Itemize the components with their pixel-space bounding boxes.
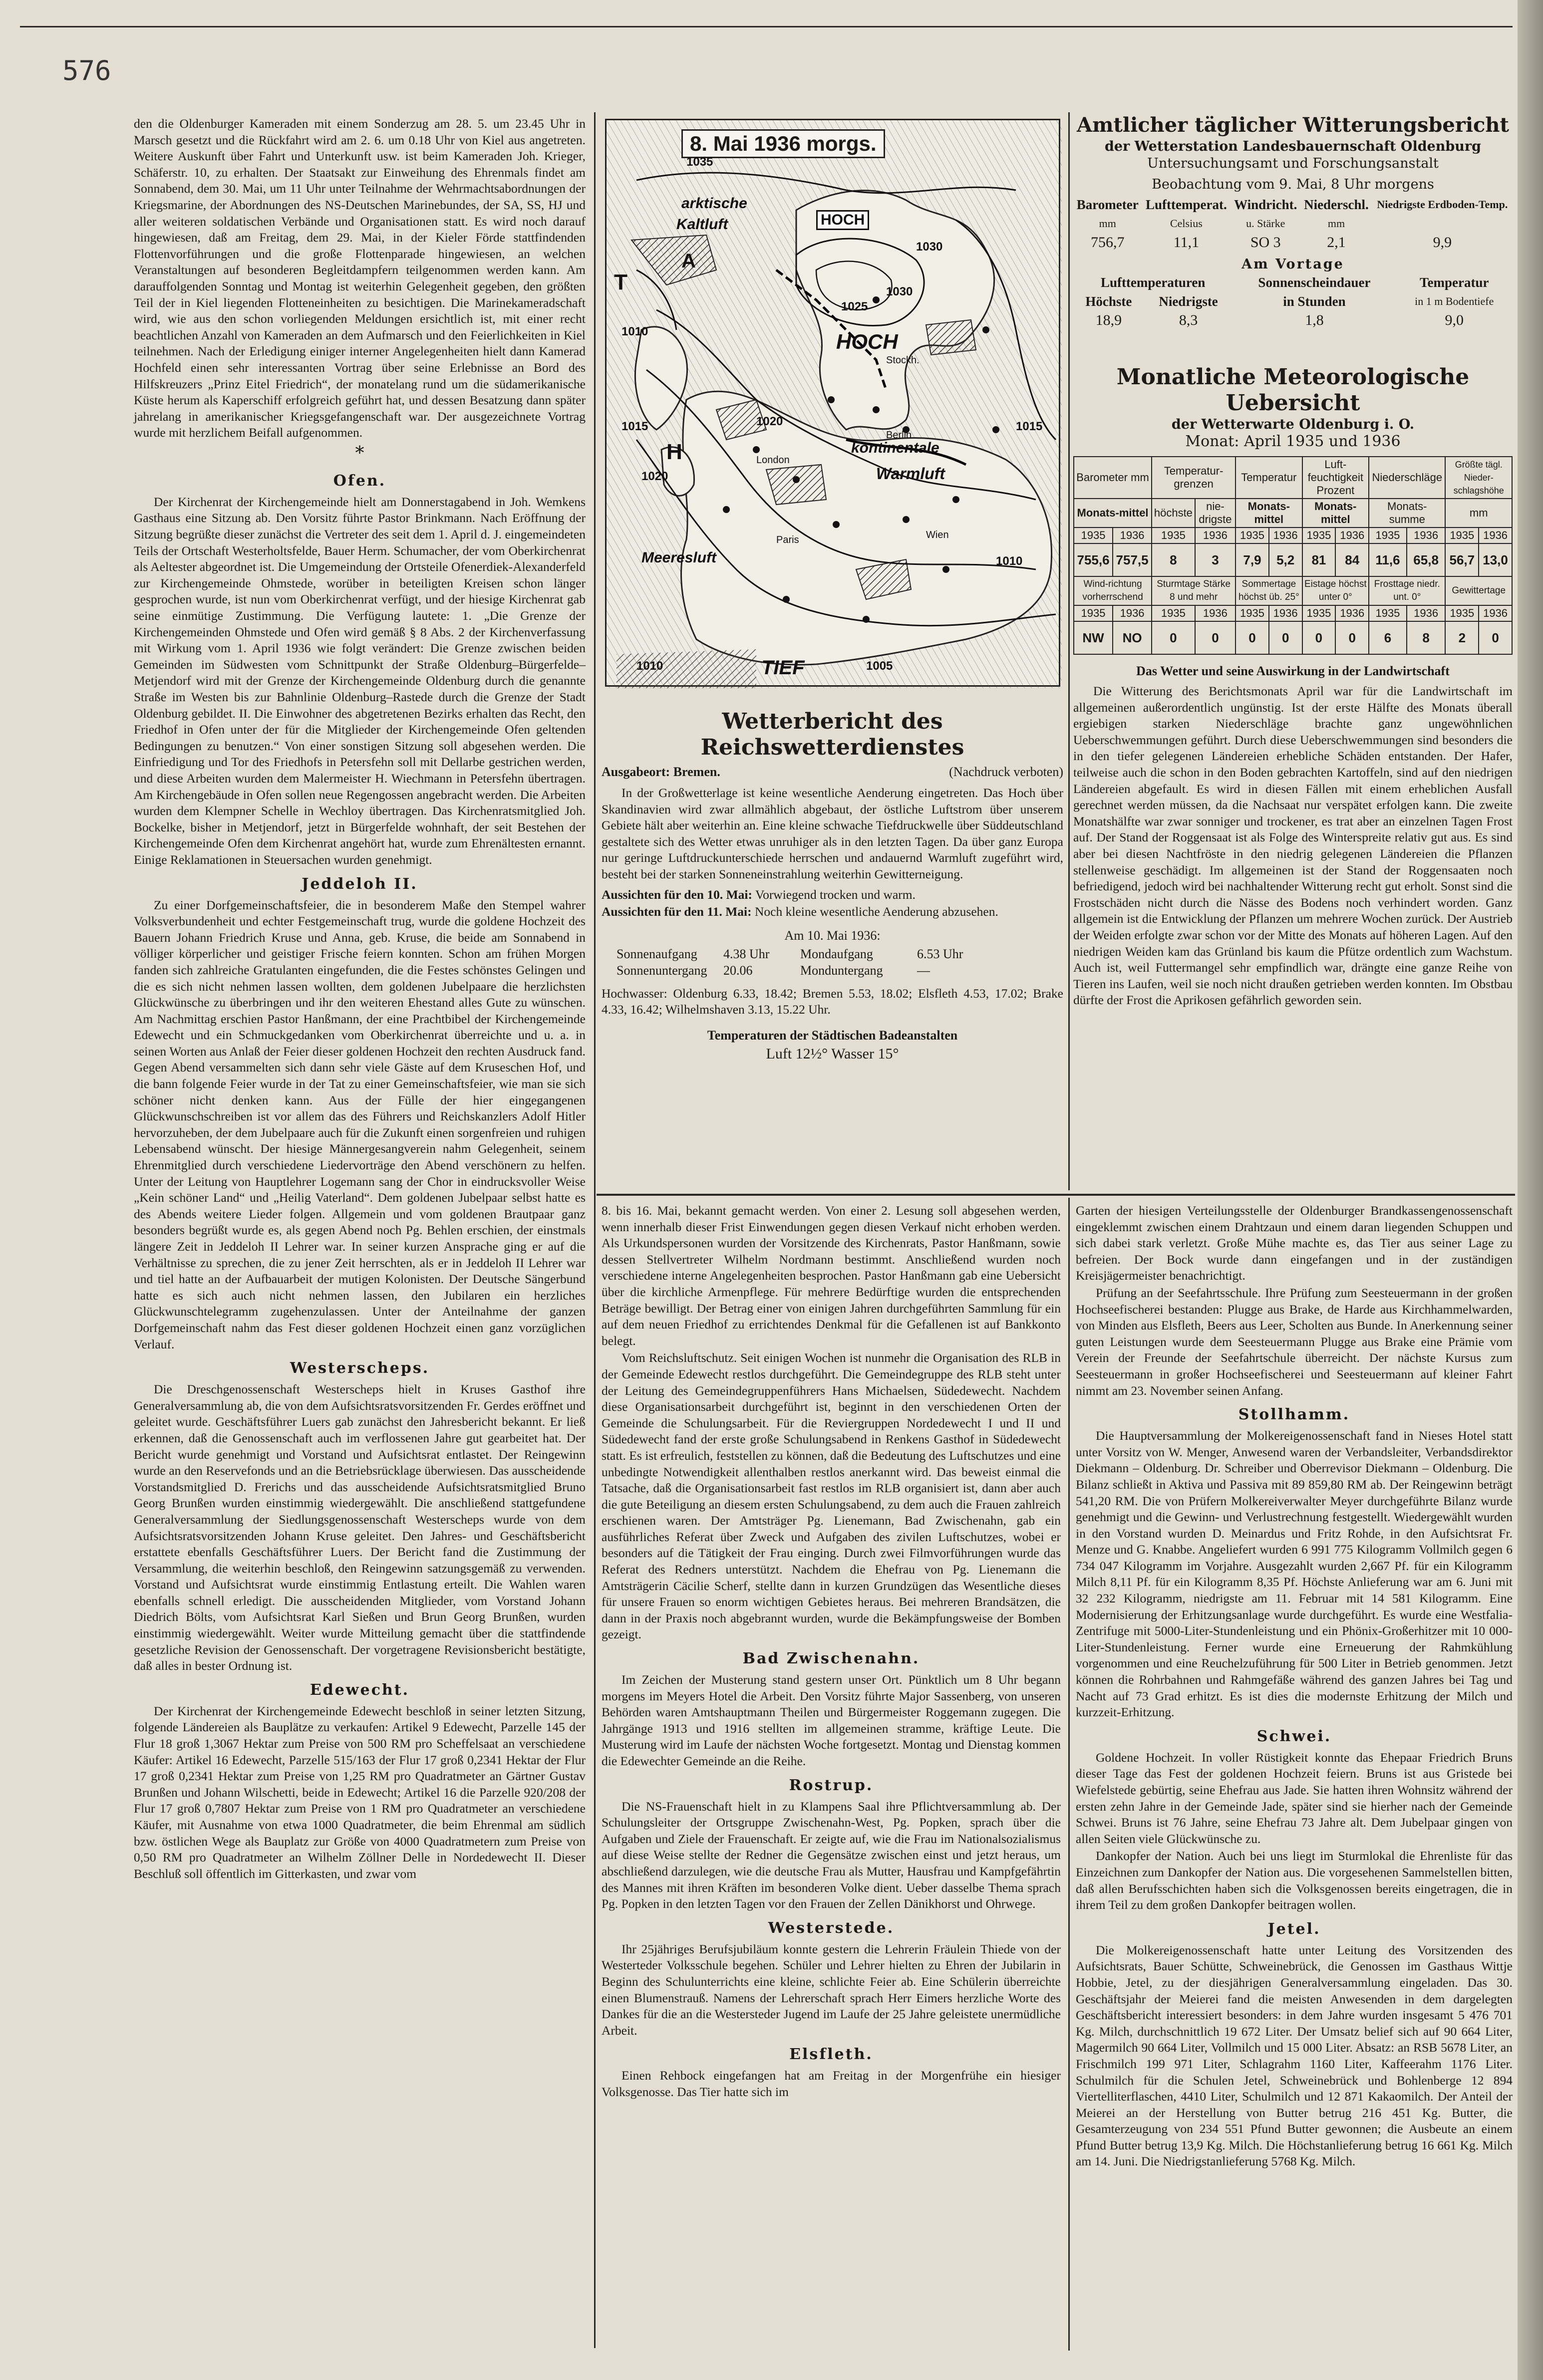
obs-unit: Celsius <box>1170 217 1203 230</box>
column-rule-bottom <box>1068 1198 1070 2351</box>
moonrise-value: 6.53 Uhr <box>917 946 963 961</box>
year-cell: 1936 <box>1335 605 1369 621</box>
year-cell: 1935 <box>1074 528 1113 543</box>
weather-report-meta <box>602 764 1063 780</box>
heading-elsfleth: Elsfleth. <box>789 2046 873 2064</box>
col-header: Barometer mm <box>1074 457 1152 499</box>
value-cell: 755,6 <box>1074 543 1113 576</box>
monthly-weather-overview <box>1073 364 1513 1193</box>
col-header: Temperatur <box>1235 457 1302 499</box>
map-label-h: H <box>666 440 682 464</box>
article-edewecht: Der Kirchenrat der Kirchengemeinde Edewecht beschloß in seiner letzten Sitzung, folgende Ländereien als Bauplätze zu verkaufen: Artikel 9 Edewecht, Parzelle 145 der Flur 18 groß 1,3067 Hektar zum Preise von 500 RM pro Scheffelsaat an verschiedene Käufer: Artikel 16 Edewecht, Parzelle 515/163 der Flur 17 groß 0,2341 Hektar der Flur 17 groß 0,2341 Hektar zum Preise von 1,25 RM pro Quadratmeter an Gärtner Gustav Brunßen und Johann Wilschetti, beide in Edewecht; Artikel 16 die Parzelle 920/208 der Flur 17 groß 0,7807 Hektar zum Preise von 1 RM pro Quadratmeter an verschiedene Käufer, mit Ausnahme von etwa 1000 Quadratmeter, die beim Ehrenmal am südlich bzw. östlichen Wege als Bauplatz zur Größe von 4000 Quadratmetern zum Preise von 0,50 RM pro Quadratmeter an Wilhelm Zöllner Delle in Nordedewecht II. Dieser Beschluß soll öffentlich im Gitterkasten, und zwar vom <box>134 1703 586 1881</box>
obs-unit: mm <box>1099 217 1116 230</box>
year-cell: 1935 <box>1369 605 1407 621</box>
isobar-label: 1010 <box>636 659 663 673</box>
isobar-label: 1010 <box>996 554 1023 568</box>
isobar-label: 1030 <box>886 285 913 298</box>
moonset-value: — <box>917 963 930 978</box>
value-cell: 5,2 <box>1269 543 1302 576</box>
col-subheader: höchste <box>1152 499 1195 528</box>
monthly-subtitle: der Wetterwarte Oldenburg i. O. <box>1171 417 1415 432</box>
daily-report-title: Amtlicher täglicher Witterungsbericht <box>1077 113 1509 137</box>
value-cell: 757,5 <box>1113 543 1152 576</box>
obs-value: 756,7 <box>1090 234 1125 251</box>
obs-value: 2,1 <box>1327 234 1346 251</box>
weather-map-drawing <box>607 120 1062 688</box>
value-cell: 0 <box>1152 621 1195 654</box>
heading-schwei: Schwei. <box>1256 1727 1332 1745</box>
map-label-paris: Paris <box>776 534 799 545</box>
year-cell: 1936 <box>1269 605 1302 621</box>
section-star: * <box>355 443 364 464</box>
map-label-tief: TIEF <box>761 657 805 679</box>
weather-report-text: In der Großwetterlage ist keine wesentliche Aenderung eingetreten. Das Hoch über Skandinavien wird zwar allmählich abgebaut, der östliche Luftstrom über unserem Gebiete hält aber weiterhin an. Eine kleine schwache Tiefdruckwelle über Süddeutschland gestaltete sich des Wetter etwas unruhiger als in den letzten Tagen. Da über ganz Europa nur geringe Luftdruckunterschiede herrschen und andauernd Warmluft zugeführt wird, besteht bei der starken Sonneneinstrahlung weiterhin Gewitterneigung. <box>602 786 1063 881</box>
map-label-a: A <box>681 250 696 272</box>
sunset-value: 20.06 <box>723 963 753 978</box>
weather-report-title: Wetterbericht des Reichswetterdienstes <box>700 709 964 760</box>
astro-date: Am 10. Mai 1936: <box>784 928 881 943</box>
article-jubilaeum: Ihr 25jähriges Berufsjubiläum konnte gestern die Lehrerin Fräulein Thiede von der Westerteder Volksschule begehen. Schüler und Lehrer hielten zu Ehren der Jubilarin in Beginn des Schulunterrichts eine kleine, schlichte Feier ab. Eine Schülerin überreichte einen Blumenstrauß. Namens der Lehrerschaft sprach Herr Eimers herzliche Worte des Dankes für die an die Westersteder Jugend im Laufe der 25 Jahre geleistete unermüdliche Arbeit. <box>602 1941 1061 2038</box>
col-header: Gewittertage <box>1445 576 1512 605</box>
temp-min-label: Niedrigste <box>1159 294 1218 309</box>
baths-title: Temperaturen der Städtischen Badeanstalten <box>707 1028 958 1043</box>
article-rehbock-continued: Garten der hiesigen Verteilungsstelle der Oldenburger Brandkassengenossenschaft eingeklemmt zwischen einem Drahtzaun und einem daran liegenden Schuppen und sich dabei stark verletzt. Große Mühe machte es, das Tier aus seiner Lage zu befreien. Der Bock wurde dann eingefangen und in der zuständigen Kreisjägermeister benachrichtigt. <box>1076 1203 1513 1283</box>
value-cell: 0 <box>1269 621 1302 654</box>
article-musterung: Im Zeichen der Musterung stand gestern unser Ort. Pünktlich um 8 Uhr begann morgens im Meyers Hotel die Arbeit. Den Vorsitz führte Major Sassenberg, von unseren Behörden waren Amtshauptmann Theilen und Bürgermeister Roggemann zugegen. Die Jahrgänge 1913 und 1916 stellten im allgemeinen stramme, kräftige Leute. Die Musterung wird im Laufe der nächsten Woche fortgesetzt. Montag und Dienstag kommen die Edewechter Gemeinde an die Reihe. <box>602 1672 1061 1768</box>
heading-rostrup: Rostrup. <box>789 1776 874 1794</box>
year-cell: 1936 <box>1113 528 1152 543</box>
map-label-kaltluft: Kaltluft <box>676 216 728 233</box>
section-rule <box>597 1194 1515 1196</box>
isobar-label: 1005 <box>866 659 893 673</box>
weather-map <box>605 119 1060 687</box>
map-label-berlin: Berlin <box>886 430 912 441</box>
map-label-hoch-north: HOCH <box>816 210 869 230</box>
moonrise-label: Mondaufgang <box>800 946 873 961</box>
article-rehbock: Einen Rehbock eingefangen hat am Freitag in der Morgenfrühe ein hiesiger Volksgenosse. Das Tier hatte sich im <box>602 2068 1061 2099</box>
tide-times: Hochwasser: Oldenburg 6.33, 18.42; Bremen 5.53, 18.02; Elsfleth 4.53, 17.02; Brake 4.33, 16.42; Wilhelmshaven 3.13, 15.22 Uhr. <box>602 986 1063 1017</box>
outlook-2-label: Aussichten für den 11. Mai: <box>602 904 752 919</box>
soil-value: 9,0 <box>1445 312 1464 328</box>
monthly-month: Monat: April 1935 und 1936 <box>1185 433 1401 450</box>
isobar-label: 1015 <box>1016 420 1043 433</box>
col-header: Wind-richtung vorherrschend <box>1074 576 1152 605</box>
map-title: 8. Mai 1936 morgs. <box>681 129 885 158</box>
sunrise-label: Sonnenaufgang <box>617 946 697 961</box>
col-header: Größte tägl. Nieder-schlagshöhe <box>1445 457 1512 499</box>
year-cell: 1935 <box>1445 605 1479 621</box>
map-label-stockholm: Stockh. <box>886 355 920 366</box>
value-cell: 0 <box>1235 621 1269 654</box>
obs-header: Windricht. <box>1234 197 1297 212</box>
map-label-london: London <box>756 455 790 466</box>
left-column <box>134 116 586 2347</box>
value-cell: 2 <box>1445 621 1479 654</box>
value-cell: 81 <box>1302 543 1336 576</box>
value-cell: 0 <box>1479 621 1512 654</box>
map-label-warmluft: Warmluft <box>876 465 945 483</box>
column-rule-mid <box>1068 112 1070 1190</box>
year-cell: 1936 <box>1479 528 1512 543</box>
obs-value: SO 3 <box>1250 234 1281 251</box>
heading-stollhamm: Stollhamm. <box>1238 1406 1350 1424</box>
value-cell: NO <box>1113 621 1152 654</box>
heading-edewecht: Edewecht. <box>309 1681 410 1699</box>
col-header: Luft-feuchtigkeit Prozent <box>1302 457 1369 499</box>
year-cell: 1935 <box>1369 528 1407 543</box>
article-marine-paragraph: den die Oldenburger Kameraden mit einem Sonderzug am 28. 5. um 23.45 Uhr in Marsch gesetzt und die Rückfahrt wird am 2. 6. um 0.18 Uhr von Kiel aus angetreten. Weitere Auskunft über Fahrt und Unterkunft usw. ist beim Kameraden Joh. Krieger, Schäferstr. 10, zu erhalten. Der Staatsakt zur Einweihung des Ehrenmals findet am Sonnabend, dem 30. Mai, um 11 Uhr unter Teilnahme der Wehrmachtsabordnungen der Kriegsmarine, der Abordnungen des NS-Deutschen Marinebundes, der SA, SS, HJ und aller weiteren soldatischen Verbände und Organisationen statt. Es wird noch darauf hingewiesen, daß am Freitag, dem 29. Mai, in der Kieler Förde stattfindenden Flottenvorführungen und die große Flottenparade hingewiesen, an welchen Veranstaltungen auf besonderen Begleitdampfern teilgenommen werden kann. Am darauffolgenden Sonntag und Montag ist weiterhin Gelegenheit gegeben, den größten Teil der in Kiel liegenden Flotteneinheiten zu besichtigen. Die Marinekameradschaft wird, wie aus den schon vorliegenden Meldungen ersichtlich ist, mit einer recht beachtlichen Anzahl von Kameraden an dem Aufmarsch und den Feierlichkeiten in Kiel teilnehmen. Nach der Erledigung einiger interner Angelegenheiten hielt dann Kamerad Hochfeld einen sehr interessanten Vortrag über seine Erlebnisse an Bord des Hilfskreuzers „Prinz Eitel Friedrich“, der monatelang rund um die südamerikanische Küste herum als Kaperschiff erfolgreich geführt hat, und dessen Besatzung dann später jahrelang in amerikanischer Kriegsgefangenschaft war. Der ausgezeichnete Vortrag wurde mit herzlichem Beifall aufgenommen. <box>134 116 586 440</box>
col-header: Sturmtage Stärke 8 und mehr <box>1152 576 1235 605</box>
previous-day-table <box>1073 273 1513 330</box>
soil-header: Temperatur <box>1420 275 1489 290</box>
value-cell: 6 <box>1369 621 1407 654</box>
baths-values: Luft 12½° Wasser 15° <box>766 1045 899 1062</box>
map-label-wien: Wien <box>926 529 949 540</box>
sun-value: 1,8 <box>1305 312 1324 328</box>
year-cell: 1935 <box>1302 528 1336 543</box>
weather-report-reprint: (Nachdruck verboten) <box>949 765 1063 779</box>
map-label-kontinentale: kontinentale <box>851 440 939 456</box>
col-subheader: Monats-mittel <box>1302 499 1369 528</box>
article-frauenschaft: Die NS-Frauenschaft hielt in zu Klampens Saal ihre Pflichtversammlung ab. Der Schulungsleiter der Ortsgruppe Zwischenahn-West, Pg. Popken, sprach über die Aufgaben und Ziele der Frauenschaft. Er zeigte auf, wie die Frau im Nationalsozialismus auf diese Weise stellte der Redner die Gegensätze zwischen einst und jetzt heraus, um abschließend darzulegen, wie die deutsche Frau als Mutter, Hausfrau und Kampfgefährtin des Mannes mit ihren Kräften im besonderen Volke dient. Ueber dasselbe Thema sprach Pg. Popken in den letzten Tagen vor den Frauen der Zellen Dänikhorst und Ohrwege. <box>602 1799 1061 1911</box>
heading-jeddeloh: Jeddeloh II. <box>302 875 418 893</box>
value-cell: 0 <box>1195 621 1235 654</box>
daily-report-subtitle-2: Untersuchungsamt und Forschungsanstalt <box>1147 156 1439 171</box>
article-seefahrtschule: Prüfung an der Seefahrtsschule. Ihre Prüfung zum Seesteuermann in der großen Hochseefischerei bestanden: Plugge aus Brake, de Harde aus Kirchhammelwarden, von Minden aus Elsfleth, Beers aus Leer, Scholten aus Bunde. In Anerkennung seiner guten Leistungen wurde dem Seesteuermann Plugge aus Brake eine Prämie vom Verein der Freunde der Seefahrtschule überreicht. Der nächste Kursus zum Seesteuermann in großer Hochseefischerei und Seesteuermann auf kleiner Fahrt nimmt am 23. November seinen Anfang. <box>1076 1285 1513 1398</box>
col-subheader: nie-drigste <box>1195 499 1235 528</box>
year-cell: 1935 <box>1235 605 1269 621</box>
value-cell: 7,9 <box>1235 543 1269 576</box>
monthly-title: Monatliche Meteorologische Uebersicht <box>1116 364 1470 416</box>
article-dankopfer: Dankopfer der Nation. Auch bei uns liegt im Sturmlokal die Ehrenliste für das Einzeichnen zum Dankopfer der Nation aus. Die vorgesehenen Sammelstellen bitten, daß allen Berufsschichten haben sich die Volksgenossen bereits eingetragen, die in ihrem Teil zu dem großen Dankopfer beitragen wollen. <box>1076 1849 1513 1912</box>
scan-edge <box>1518 0 1543 2380</box>
isobar-label: 1025 <box>841 300 868 313</box>
value-cell: 13,0 <box>1479 543 1512 576</box>
moonset-label: Monduntergang <box>800 963 883 978</box>
sunrise-value: 4.38 Uhr <box>723 946 770 961</box>
year-cell: 1935 <box>1302 605 1336 621</box>
sun-unit: in Stunden <box>1283 294 1346 309</box>
value-cell: 8 <box>1407 621 1446 654</box>
heading-bad-zwischenahn: Bad Zwischenahn. <box>742 1650 920 1668</box>
sun-header: Sonnenscheindauer <box>1258 275 1371 290</box>
year-cell: 1936 <box>1407 528 1446 543</box>
year-cell: 1936 <box>1113 605 1152 621</box>
daily-weather-report <box>1073 112 1513 362</box>
isobar-label: 1020 <box>756 415 783 428</box>
year-cell: 1935 <box>1074 605 1113 621</box>
weather-outlook-1 <box>602 887 1063 903</box>
obs-value: 11,1 <box>1173 234 1200 251</box>
col-header: Sommertage höchst üb. 25° <box>1235 576 1302 605</box>
monthly-table <box>1073 456 1513 655</box>
isobar-label: 1035 <box>686 155 713 169</box>
col-subheader: Monats-mittel <box>1074 499 1152 528</box>
temp-header: Lufttemperaturen <box>1100 275 1206 290</box>
col-header: Frosttage niedr. unt. 0° <box>1369 576 1445 605</box>
temp-max-value: 18,9 <box>1095 312 1122 328</box>
year-cell: 1935 <box>1235 528 1269 543</box>
isobar-label: 1020 <box>641 470 668 483</box>
heading-ofen: Ofen. <box>333 472 386 490</box>
bottom-middle-column <box>602 1203 1061 2351</box>
outlook-1-text: Vorwiegend trocken und warm. <box>755 887 916 902</box>
obs-unit: u. Stärke <box>1246 217 1285 230</box>
temp-max-label: Höchste <box>1085 294 1132 309</box>
col-header: Eistage höchst unter 0° <box>1302 576 1369 605</box>
previous-day-label: Am Vortage <box>1241 257 1344 272</box>
page-number: 576 <box>62 55 111 86</box>
heading-jetel: Jetel. <box>1267 1920 1321 1938</box>
obs-header: Niederschl. <box>1304 197 1369 212</box>
article-goldene-hochzeit: Goldene Hochzeit. In voller Rüstigkeit konnte das Ehepaar Friedrich Bruns dieser Tage das Fest der goldenen Hochzeit feiern. Bruns ist aus Gristede bei Wiefelstede gebürtig, seine Ehefrau aus Jade. Sie hatten ihren Wohnsitz während der ersten zehn Jahre in der Gemeinde Jade, später sind sie hierher nach der Gemeinde Schwei. Bruns ist 76 Jahre, seine Ehefrau 73 Jahre alt. Dem Jubelpaar gingen von allen Seiten viele Glückwünsche zu. <box>1076 1750 1513 1846</box>
daily-observation-table <box>1073 195 1513 252</box>
daily-report-subtitle-1: der Wetterstation Landesbauernschaft Oldenburg <box>1105 139 1481 154</box>
year-cell: 1935 <box>1152 528 1195 543</box>
year-cell: 1936 <box>1335 528 1369 543</box>
year-cell: 1936 <box>1195 605 1235 621</box>
year-cell: 1936 <box>1479 605 1512 621</box>
value-cell: 65,8 <box>1407 543 1446 576</box>
astro-table <box>617 946 1063 979</box>
year-cell: 1935 <box>1152 605 1195 621</box>
article-jeddeloh: Zu einer Dorfgemeinschaftsfeier, die in besonderem Maße den Stempel wahrer Volksverbundenheit und echter Festgemeinschaft trug, wurde die goldene Hochzeit des Bauern Johann Friedrich Kruse und Anna, geb. Kruse, die beide am Sonnabend in völliger körperlicher und geistiger Frische feiern konnten. Schon am frühen Morgen fanden sich zahlreiche Gratulanten eingefunden, die die Festes schönstes Gelingen und die es sich nicht nehmen lassen wollten, dem goldenen Jubelpaare die herzlichsten Glückwünsche zu überbringen und ihr den weiteren Ehestand alles Gute zu wünschen. Am Nachmittag erschien Pastor Hanßmann, der eine Prachtbibel der Kirchengemeinde Edewecht und ein Schmuckgedanken vom Oberkirchenrat überreichte und u. a. in seinen Worten aus Anlaß der Feier dieser goldenen Hochzeit den rechten Ausdruck fand. Gegen Abend versammelten sich dann sehr viele Gäste auf dem Kruseschen Hof, und die bann folgende Feier wurde in der Tat zu einer Gemeinschaftsfeier, wie man sie sich schöner nicht denken kann. Aus der Fülle der hier eingegangenen Glückwunschschreiben ist vor allem das des Führers und Reichskanzlers Adolf Hitler hervorzuheben, der dem Jubelpaare auch für die Zukunft einen sorgenfreien und ruhigen Lebensabend wünscht. Der hiesige Männergesangverein nahm Gelegenheit, seinem Ehrenmitglied durch verschiedene Liedervorträge den Abend verschönern zu helfen. Unter der Leitung von Hauptlehrer Logemann sang der Chor in eindrucksvoller Weise „Kein schöner Land“ und „Heilig Vaterland“. Dem goldenen Jubelpaar selbst hatte es des Abends weitere Lieder folgen. Allgemein und vom goldenen Brautpaar ganz besonders begrüßt wurde es, als gegen Abend noch Pg. Behlen erschien, der einstmals längere Zeit in Jeddeloh II Lehrer war. In seiner kurzen Ansprache ging er auf die Verhältnisse zu sprechen, die zu jener Zeit herrschten, als er in Jeddeloh II Lehrer war und tiel hatte an der Aufbauarbeit der mutigen Kolonisten. Der Deutsche Sängerbund hatte es sich auch nicht nehmen lassen, den Jubilaren ein herzliches Glückwunschtelegramm zugehenzulassen. Unter der Anteilnahme der ganzen Dorfgemeinschaft nahm das Fest dieser goldenen Hochzeit einen ganz vorzüglichen Verlauf. <box>134 897 586 1351</box>
value-cell: 3 <box>1195 543 1235 576</box>
year-cell: 1936 <box>1195 528 1235 543</box>
obs-unit <box>1372 214 1513 233</box>
obs-unit: mm <box>1327 217 1345 230</box>
map-label-arktische: arktische <box>681 195 747 212</box>
value-cell: 84 <box>1335 543 1369 576</box>
obs-header: Niedrigste Erdboden-Temp. <box>1377 198 1508 211</box>
map-label-hoch-center: HOCH <box>836 330 898 353</box>
value-cell: 0 <box>1335 621 1369 654</box>
obs-value: 9,9 <box>1433 234 1452 251</box>
outlook-2-text: Noch kleine wesentliche Aenderung abzusehen. <box>754 904 998 919</box>
col-subheader: Monats-summe <box>1369 499 1445 528</box>
bottom-right-column <box>1076 1203 1513 2351</box>
article-edewecht-continued: 8. bis 16. Mai, bekannt gemacht werden. Von einer 2. Lesung soll abgesehen werden, wenn innerhalb dieser Frist Einwendungen gegen diesen Verkauf nicht erhoben werden. Als Urkundspersonen wurden der Vorsitzende des Kirchenrats, Pastor Hanßmann, sowie dessen Stellvertreter Wilhelm Nordmann bestimmt. Anschließend wurden noch verschiedene interne Angelegenheiten besprochen. Pastor Hanßmann gab eine Uebersicht über die kirchliche Armenpflege. Für mehrere Bedürftige wurden die entsprechenden Beträge bewilligt. Der Betrag einer von einigen Jahren durchgeführten Sammlung für ein auf dem neuen Friedhof zu errichtendes Denkmal für die Gefallenen ist auf Bankkonto belegt. <box>602 1203 1061 1348</box>
heading-westerstede: Westerstede. <box>768 1919 895 1937</box>
year-cell: 1936 <box>1407 605 1446 621</box>
agriculture-text: Die Witterung des Berichtsmonats April war für die Landwirtschaft im allgemeinen außerordentlich ungünstig. Ist der erste Hälfte des Monats überall ergiebigen starken Niederschläge brachte ganz ungewöhnlichen Ueberschwemmungen geführt. Durch diese Ueberschwemmungen sind besonders die in den tiefer gelegenen Ländereien erhebliche Schäden entstanden. Der Hafer, teilweise auch die schon in den Boden gebrachten Kartoffeln, sind auf den niedrigen Ländereien abgefault. Es wird in diesen Fällen mit einem erheblichen Ausfall gerechnet werden müssen, da die Nachsaat nur verspätet erfolgen kann. Die zweite Monatshälfte war zwar sonniger und trockener, es trat aber an einzelnen Tagen Frost auf. Der Stand der Roggensaat ist als Folge des Winterspreite relativ gut aus. Es sind aber bei diesen Nachtfröste in den niedrig gelegenen Ländereien die Pflanzen stellenweise geschädigt. Im allgemeinen ist der Stand der Roggensaaten noch befriedigend, jedoch wird bei nachhaltender Witterung recht gut erholt. Sonst sind die Frostschäden nicht durch die Nässe des Bodens noch verhindert worden. Ganz allgemein ist die Entwicklung der Pflanzen um mehrere Wochen zurück. Der Austrieb der Weiden erfolgte zwar schon vor der Mitte des Monats auf höheren Lagen. Auf den niedrigen Weiden kam das Grünland bis kaum die Pfütze ordentlich zum Wachstum. Auch ist, weil Futtermangel sehr empfindlich war, drängte eine ganze Reihe von Tieren ins Laufen, weil sie noch nicht draußen getrieben werden konnten. Im Obstbau dürfte der Frost die Aprikosen gefährlich geworden sein. <box>1073 684 1513 1008</box>
isobar-label: 1030 <box>916 240 943 254</box>
outlook-1-label: Aussichten für den 10. Mai: <box>602 887 753 902</box>
obs-header: Barometer <box>1076 197 1139 212</box>
isobar-label: 1015 <box>621 420 648 433</box>
value-cell: 8 <box>1152 543 1195 576</box>
value-cell: 0 <box>1302 621 1336 654</box>
map-label-meeresluft: Meeresluft <box>641 549 717 566</box>
article-molkerei-jetel: Die Molkereigenossenschaft hatte unter Leitung des Vorsitzenden des Aufsichtsrats, Bauer Schütte, Schweinebrück, die Genossen im Gasthaus Wittje Hobbie, Jetel, zu der diesjährigen Generalversammlung eingeladen. Das 30. Geschäftsjahr der Meierei fand die meisten Anwesenden in dem dargelegten Geschäftsbericht interessiert besonders: in dem Jahre wurden insgesamt 5 476 701 Kg. Milch, durchschnittlich 19 672 Liter. Der Umsatz belief sich auf 90 664 Liter, Magermilch 90 664 Liter, Vollmilch und 15 000 Liter. Absatz: an RSB 5678 Liter, an Frischmilch 199 971 Liter, Schlagrahm 1160 Liter, Kaffeerahm 1176 Liter. Schulmilch für die Schulen Jetel, Schweinebrück und Bohlenberge 12 894 Viertelliterflaschen, 4410 Liter, Schulmilch und 12 871 Kakaomilch. Der Anteil der Meierei an der Herstellung von Butter betrug 216 451 Kg. Butter, die Gesamterzeugung von 234 551 Pfund Butter gewonnen; die Ausbeute an einem Pfund Butter betrug 13,9 Kg. Milch. Die Höchstanlieferung betrug 16 661 Kg. Milch am 14. Juni. Die Niedrigstanlieferung 5768 Kg. Milch. <box>1076 1942 1513 2169</box>
col-subheader: mm <box>1445 499 1512 528</box>
article-molkerei-stollhamm: Die Hauptversammlung der Molkereigenossenschaft fand in Nieses Hotel statt unter Vorsitz von W. Menger, Anwesend waren der Verbandsleiter, Verbandsdirektor Diekmann – Oldenburg. Dr. Schreiber und Oberrevisor Diekmann – Oldenburg. Die Bilanz schließt in Aktiva und Passiva mit 89 859,80 RM ab. Der Reingewinn beträgt 541,20 RM. Die von Prüfern Molkereiverwalter Meyer durchgeführte Bilanz wurde genehmigt und die Gewinn- und Verlustrechnung festgestellt. Wiedergewählt wurden in den Vorstand wurden D. Meinardus und Fritz Rohde, in den Aufsichtsrat Fr. Menze und G. Knabbe. Angeliefert wurden 6 991 775 Kilogramm Vollmilch gegen 6 734 047 Kilogramm im Vorjahre. Ausgezahlt wurden 2,667 Pf. für ein Kilogramm Milch 8,11 Pf. für ein Kilogramm 8,35 Pf. Höchste Anlieferung war am 6. Juni mit 32 232 Kilogramm, niedrigste am 11. Februar mit 14 581 Kilogramm. Eine Modernisierung der Erhitzungsanlage wurde durchgeführt. Es wurde eine Westfalia-Zentrifuge mit 5000-Liter-Stundenleistung und ein Phönix-Großerhitzer mit 10 000-Liter-Stundenleistung. Ferner wurde eine Erneuerung der Rahmkühlung vorgenommen und eine Reuchelzuführung für 500 Liter in Betrieb genommen. Jetzt können die Rohrbahnen und Rahmgefäße während des ganzen Jahres bei Tag und Nacht auf 73 Grad erhitzt. Es ist dies die modernste Erhitzung der Milch und kurzzeit-Erhitzung. <box>1076 1428 1513 1720</box>
col-header: Niederschläge <box>1369 457 1445 499</box>
soil-sub: in 1 m Bodentiefe <box>1415 295 1494 307</box>
col-header: Temperatur-grenzen <box>1152 457 1235 499</box>
value-cell: NW <box>1074 621 1113 654</box>
weather-report-issued: Ausgabeort: Bremen. <box>602 765 720 779</box>
article-westerscheps: Die Dreschgenossenschaft Westerscheps hielt in Kruses Gasthof ihre Generalversammlung ab, die von dem Aufsichtsratsvorsitzenden Fr. Gerdes eröffnet und geleitet wurde. Geschäftsführer Luers gab zunächst den Jahresbericht bekannt. Er ließ erkennen, daß die Genossenschaft auch im verflossenen Jahre gut gearbeitet hat. Der Bericht wurde genehmigt und Vorstand und Aufsichtsrat entlastet. Der Reingewinn wurde an den Reservefonds und an die Betriebsrücklage überwiesen. Das ausscheidende Vorstandsmitglied D. Frerichs und das ausscheidende Aufsichtsratsmitglied Bruno Georg Brunßen wurden einstimmig wiedergewählt. Die anschließend stattgefundene Generalversammlung der Siedlungsgenossenschaft Westerscheps wurde von dem Aufsichtsratsvorsitzenden Johann Kruse geleitet. Den Jahres- und Geschäftsbericht erstattete ebenfalls Geschäftsführer Luers. Der Bericht fand die Zustimmung der Versammlung, die weiterhin beschloß, den Reingewinn satzungsgemäß zu verwenden. Vorstand und Aufsichtsrat wurde einstimmig Entlastung erteilt. Die Wahlen waren ebenfalls schnell erledigt. Die ausscheidenden Mitglieder, vom Vorstand Johann Diedrich Bölts, vom Aufsichtsrat Karl Sießen und Brun Georg Brunßen, wurden einstimmig wiedergewählt. Weiter wurde Mitteilung gemacht über die stattfindende gesetzliche Revision der Genossenschaft. Der vorgetragene Revisionsbericht bestätigte, daß alles in bester Ordnung ist. <box>134 1382 586 1673</box>
value-cell: 56,7 <box>1445 543 1479 576</box>
weather-report <box>602 709 1063 1062</box>
value-cell: 11,6 <box>1369 543 1407 576</box>
sunset-label: Sonnenuntergang <box>617 963 707 978</box>
header-rule <box>20 26 1513 27</box>
agriculture-subhead: Das Wetter und seine Auswirkung in der Landwirtschaft <box>1136 664 1450 678</box>
year-cell: 1936 <box>1269 528 1302 543</box>
col-subheader: Monats-mittel <box>1235 499 1302 528</box>
daily-report-observation: Beobachtung vom 9. Mai, 8 Uhr morgens <box>1152 177 1434 192</box>
map-label-t: T <box>614 270 627 294</box>
temp-min-value: 8,3 <box>1179 312 1198 328</box>
obs-header: Lufttemperat. <box>1146 197 1227 212</box>
article-ofen: Der Kirchenrat der Kirchengemeinde hielt am Donnerstagabend in Joh. Wemkens Gasthaus eine Sitzung ab. Den Vorsitz führte Pastor Brinkmann. Nach Eröffnung der Sitzung begrüßte dieser zunächst die Vertreter des seit dem 1. April d. J. eingemeindeten Teils der Ortschaft Westerholtsfelde, Bauer Herm. Schumacher, der vom Oberkirchenrat als Aeltester abgeordnet ist. Die Umgemeindung der Ortsteile Ofenerdiek-Alexanderfeld zur Kirchengemeinde Ohmstede, worüber in beteiligten Kreisen schon länger gesprochen wurde, ist nun vom Oberkirchenrat verfügt, und der hiesige Kirchenrat gab seine einmütige Zustimmung. Die Verfügung lautete: 1. „Die Grenze der Kirchengemeinden Ohmstede und Ofen wird gemäß § 8 Abs. 2 der Kirchenverfassung mit Wirkung vom 1. April 1936 wie folgt verändert: Die Grenze zwischen beiden Gemeinden im Südwesten vom Schnittpunkt der Straße Oldenburg–Bürgerfelde–Metjendorf wird mit der Grenze der Kirchengemeinde Oldenburg durch die genannte Straße im Westen bis zur Bahnlinie Oldenburg–Rastede durch die Grenze der Stadt Oldenburg gebildet. II. Die Einwohner des abgetretenen Bezirks erhalten das Recht, den Friedhof in Ofen unter der für die Mitglieder der Kirchengemeinde Ofen geltenden Bedingungen zu benutzen.“ Von einer sonstigen Sitzung soll abgesehen werden. Die Einfriedigung und Tor des Friedhofs in Petersfehn soll mit Dellarbe gestrichen werden, und diese Arbeiten wurden dem Malermeister H. Wiechmann in Petersfehn übertragen. Am Kirchengebäude in Ofen sollen neue Regengossen angebracht werden. Die Arbeiten wurden dem Klempner Schelle in Wechloy übertragen. Das Kirchenratsmitglied Joh. Bockelke, bisher in Metjendorf, jetzt in Bürgerfelde wohnhaft, der seit Bestehen der Kirchengemeinde Ofen dem Kirchenrat angehört hat, wurde zum Ehrenältesten ernannt. Einige Reklamationen in Steuersachen wurden genehmigt. <box>134 494 586 867</box>
isobar-label: 1010 <box>621 325 648 338</box>
heading-westerscheps: Westerscheps. <box>290 1359 430 1377</box>
year-cell: 1935 <box>1445 528 1479 543</box>
column-rule-left <box>594 112 596 2348</box>
article-luftschutz: Vom Reichsluftschutz. Seit einigen Wochen ist nunmehr die Organisation des RLB in der Gemeinde Edewecht restlos durchgeführt. Die Gemeindegruppe des RLB steht unter der Leitung des Gemeindegruppenführers Hans Michaelsen, Südedewecht. Nachdem diese Organisationsarbeit durchgeführt ist, beginnt in den verschiedenen Orten der Gemeinde die Schulungsarbeit. Für die Reviergruppen Nordedewecht I und II und Südedewecht fand der erste große Schulungsabend in Renkens Gasthof in Südedewecht statt. Es ist erfreulich, feststellen zu können, daß die Bedeutung des Luftschutzes und eine unbedingte Notwendigkeit allenthalben restlos anerkannt wird. Das beweist einmal die Tatsache, daß die Organisationsarbeit fast restlos im RLB organisiert ist, dann aber auch die gute Beteiligung an diesem ersten Schulungsabend, zu dem auch die Frauen zahlreich erschienen waren. Der Amtsträger Pg. Lienemann, Bad Zwischenahn, gab ein ausführliches Referat über Zweck und Aufgaben des zivilen Luftschutzes, wobei er besonders auf die Tätigkeit der Frau einging. Durch zwei Filmvorführungen wurde das Referat des Redners unterstützt. Nachdem die Ehefrau von Pg. Lienemann die Amtsträgerin Cäcilie Scherf, stellte dann in kurzen Grundzügen das Wesentliche dieses für unsere Frauen so enorm wichtigen Gebietes heraus. Bei mehreren Brandsätzen, die dann in der Praxis noch abgebrannt wurden, wurde die Bekämpfungsweise der Bomben gezeigt. <box>602 1350 1061 1642</box>
weather-outlook-2 <box>602 904 1063 920</box>
